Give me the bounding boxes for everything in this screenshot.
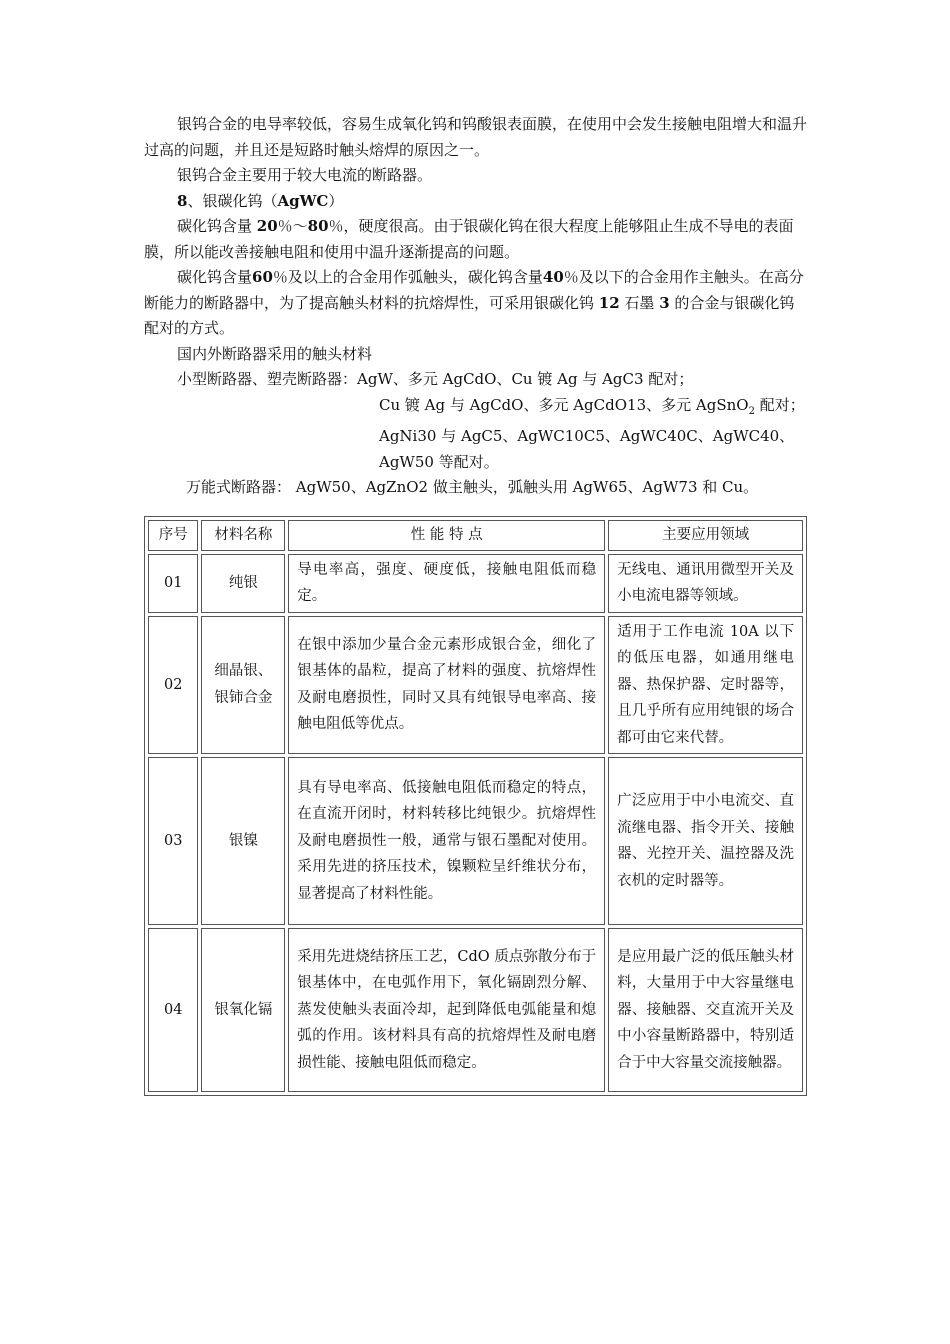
- text-run: 石墨: [619, 293, 660, 312]
- section-code: AgWC: [277, 191, 329, 210]
- small-breaker-label: 小型断路器、塑壳断路器：: [177, 370, 358, 388]
- cell-name: 银镍: [201, 757, 285, 925]
- cell-no: 01: [148, 554, 198, 613]
- cell-name: 细晶银、银铈合金: [201, 616, 285, 755]
- text-run: 碳化钨含量: [177, 268, 253, 286]
- bold-number: 3: [659, 293, 670, 312]
- contact-materials-table: [144, 516, 807, 1096]
- cell-feature: 具有导电率高、低接触电阻低而稳定的特点，在直流开闭时，材料转移比纯银少。抗熔焊性及耐电磨损性一般，通常与银石墨配对使用。采用先进的挤压技术，镍颗粒呈纤维状分布，显著提高了材料性能。: [288, 757, 605, 925]
- bold-number: 12: [598, 293, 620, 312]
- text-run: ％及以下的合金用作主触头。在高分断能力的断路器中，为了提高触头材料的抗熔焊性，可采用银碳化钨: [144, 268, 804, 312]
- cell-use: 无线电、通讯用微型开关及小电流电器等领域。: [608, 554, 803, 613]
- table-row: [148, 554, 803, 613]
- section-close: ）: [328, 191, 344, 210]
- cell-feature: 采用先进烧结挤压工艺，CdO 质点弥散分布于银基体中，在电弧作用下，氧化镉剧烈分解、蒸发使触头表面冷却，起到降低电弧能量和熄弧的作用。该材料具有高的抗熔焊性及耐电磨损性能、接触电阻低而稳定。: [288, 928, 605, 1092]
- section-heading-agwc: [144, 189, 809, 215]
- cell-use: 广泛应用于中小电流交、直流继电器、指令开关、接触器、光控开关、温控器及洗衣机的定时器等。: [608, 757, 803, 925]
- small-breaker-line-3: AgNi30 与 AgC5、AgWC10C5、AgWC40C、AgWC40、: [379, 427, 795, 445]
- paragraph-wc-ratio: [144, 265, 809, 342]
- small-breaker-materials-1: AgW、多元 AgCdO、Cu 镀 Ag 与 AgC3 配对；: [357, 370, 694, 388]
- small-breaker-line-2: [144, 393, 809, 425]
- section-number: 8: [177, 191, 188, 210]
- table-row: [148, 616, 803, 755]
- header-name: 材料名称: [201, 520, 285, 551]
- text-run: Cu 镀 Ag 与 AgCdO、多元 AgCdO13、多元 AgSnO: [379, 395, 749, 414]
- text-run: ％，硬度很高。由于银碳化钨在很大程度上能够阻止生成不导电的表面膜，所以能改善接触电阻和使用中温升逐渐提高的问题。: [144, 217, 794, 261]
- header-use: 主要应用领域: [608, 520, 803, 551]
- bold-number: 20: [256, 217, 278, 235]
- cell-use: 是应用最广泛的低压触头材料，大量用于中大容量继电器、接触器、交直流开关及中小容量断路器中，特别适合于中大容量交流接触器。: [608, 928, 803, 1092]
- paragraph-contact-materials-title: 国内外断路器采用的触头材料: [177, 344, 373, 363]
- bold-number: 80: [307, 217, 329, 235]
- table-header-row: [148, 520, 803, 551]
- header-no: 序号: [148, 520, 198, 551]
- header-feature: 性 能 特 点: [288, 520, 605, 551]
- cell-feature: 在银中添加少量合金元素形成银合金，细化了银基体的晶粒，提高了材料的强度、抗熔焊性及耐电磨损性，同时又具有纯银导电率高、接触电阻低等优点。: [288, 616, 605, 755]
- bold-number: 60: [252, 268, 273, 286]
- table-row: [148, 928, 803, 1092]
- paragraph-agw-conductivity: 银钨合金的电导率较低，容易生成氧化钨和钨酸银表面膜，在使用中会发生接触电阻增大和温升过高的问题，并且还是短路时触头熔焊的原因之一。: [144, 115, 808, 159]
- text-run: ％及以上的合金用作弧触头，碳化钨含量: [272, 268, 543, 286]
- paragraph-wc-content: [144, 214, 809, 265]
- section-title: 、银碳化钨（: [187, 191, 278, 210]
- text-run: 碳化钨含量: [177, 217, 257, 235]
- universal-breaker-line: 万能式断路器： AgW50、AgZnO2 做主触头，弧触头用 AgW65、AgW73 和 Cu。: [186, 478, 759, 496]
- subscript: 2: [748, 405, 755, 417]
- cell-feature: 导电率高，强度、硬度低，接触电阻低而稳定。: [288, 554, 605, 613]
- bold-number: 40: [542, 268, 564, 286]
- small-breaker-line-1: [144, 367, 809, 393]
- cell-no: 04: [148, 928, 198, 1092]
- cell-no: 03: [148, 757, 198, 925]
- small-breaker-line-4: AgW50 等配对。: [379, 452, 499, 471]
- text-run: ％～: [277, 217, 308, 235]
- cell-name: 银氧化镉: [201, 928, 285, 1092]
- cell-no: 02: [148, 616, 198, 755]
- paragraph-agw-usage: 银钨合金主要用于较大电流的断路器。: [177, 166, 433, 184]
- text-run: 配对；: [754, 395, 805, 414]
- cell-use: 适用于工作电流 10A 以下的低压电器，如通用继电器、热保护器、定时器等，且几乎所有应用纯银的场合都可由它来代替。: [608, 616, 803, 755]
- table-row: [148, 757, 803, 925]
- cell-name: 纯银: [201, 554, 285, 613]
- text-run: 的合金与银碳化钨配对的方式。: [144, 293, 795, 337]
- document-body: [144, 112, 809, 501]
